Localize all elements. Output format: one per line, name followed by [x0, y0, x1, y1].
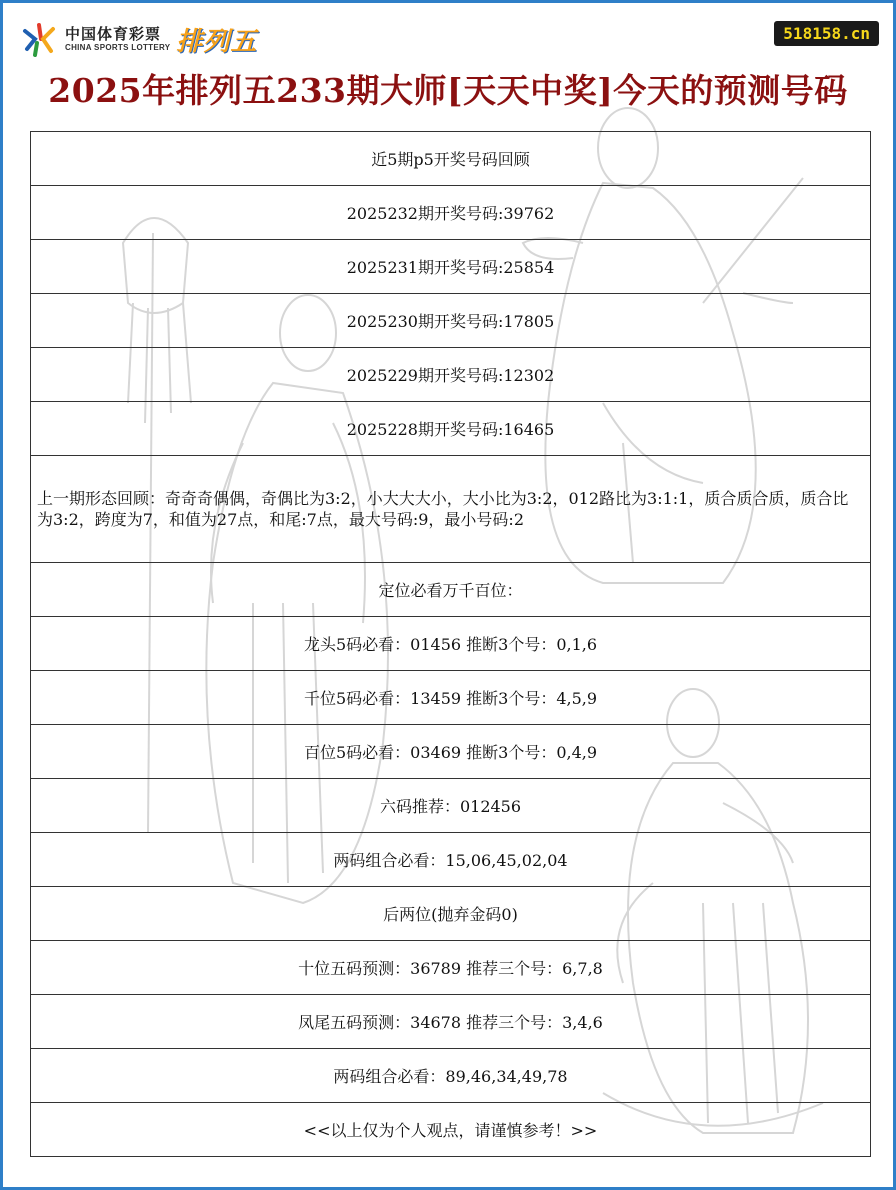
- prediction-table: [30, 131, 871, 1157]
- table-row-draw-result: 2025230期开奖号码:17805: [31, 294, 870, 348]
- table-row-draw-result: 2025228期开奖号码:16465: [31, 402, 870, 456]
- header: [3, 3, 893, 63]
- table-row-prediction: 六码推荐：012456: [31, 779, 870, 833]
- china-sports-lottery-logo[interactable]: [19, 19, 257, 59]
- table-row-prediction: 千位5码必看：13459 推断3个号：4,5,9: [31, 671, 870, 725]
- table-row-prediction: 凤尾五码预测：34678 推荐三个号：3,4,6: [31, 995, 870, 1049]
- table-row-prediction: 龙头5码必看：01456 推断3个号：0,1,6: [31, 617, 870, 671]
- table-row-disclaimer: <<以上仅为个人观点，请谨慎参考！>>: [31, 1103, 870, 1157]
- page-title: 2025年排列五233期大师[天天中奖]今天的预测号码: [48, 71, 848, 110]
- table-row-pattern-review: 上一期形态回顾：奇奇奇偶偶，奇偶比为3:2，小大大大小，大小比为3:2，012路比为3:1:1，质合质合质，质合比为3:2，跨度为7，和值为27点，和尾:7点，最大号码:9，最小号码:2: [31, 456, 870, 563]
- table-row-prediction: 百位5码必看：03469 推断3个号：0,4,9: [31, 725, 870, 779]
- table-row-section-last-two-header: 后两位(抛弃金码0): [31, 887, 870, 941]
- table-row-prediction: 两码组合必看：89,46,34,49,78: [31, 1049, 870, 1103]
- lottery-star-icon: [19, 19, 59, 59]
- table-row-draw-result: 2025229期开奖号码:12302: [31, 348, 870, 402]
- table-row-section-review-header: 近5期p5开奖号码回顾: [31, 132, 870, 186]
- table-row-draw-result: 2025232期开奖号码:39762: [31, 186, 870, 240]
- logo-english-name: CHINA SPORTS LOTTERY: [65, 43, 171, 52]
- table-row-draw-result: 2025231期开奖号码:25854: [31, 240, 870, 294]
- table-row-prediction: 两码组合必看：15,06,45,02,04: [31, 833, 870, 887]
- table-row-section-position-header: 定位必看万千百位：: [31, 563, 870, 617]
- logo-chinese-name: 中国体育彩票: [65, 25, 162, 43]
- table-row-prediction: 十位五码预测：36789 推荐三个号：6,7,8: [31, 941, 870, 995]
- logo-brand-pailie5: 排列五: [176, 26, 258, 57]
- logo-text: [65, 25, 170, 53]
- site-domain-badge[interactable]: 518158.cn: [774, 21, 879, 46]
